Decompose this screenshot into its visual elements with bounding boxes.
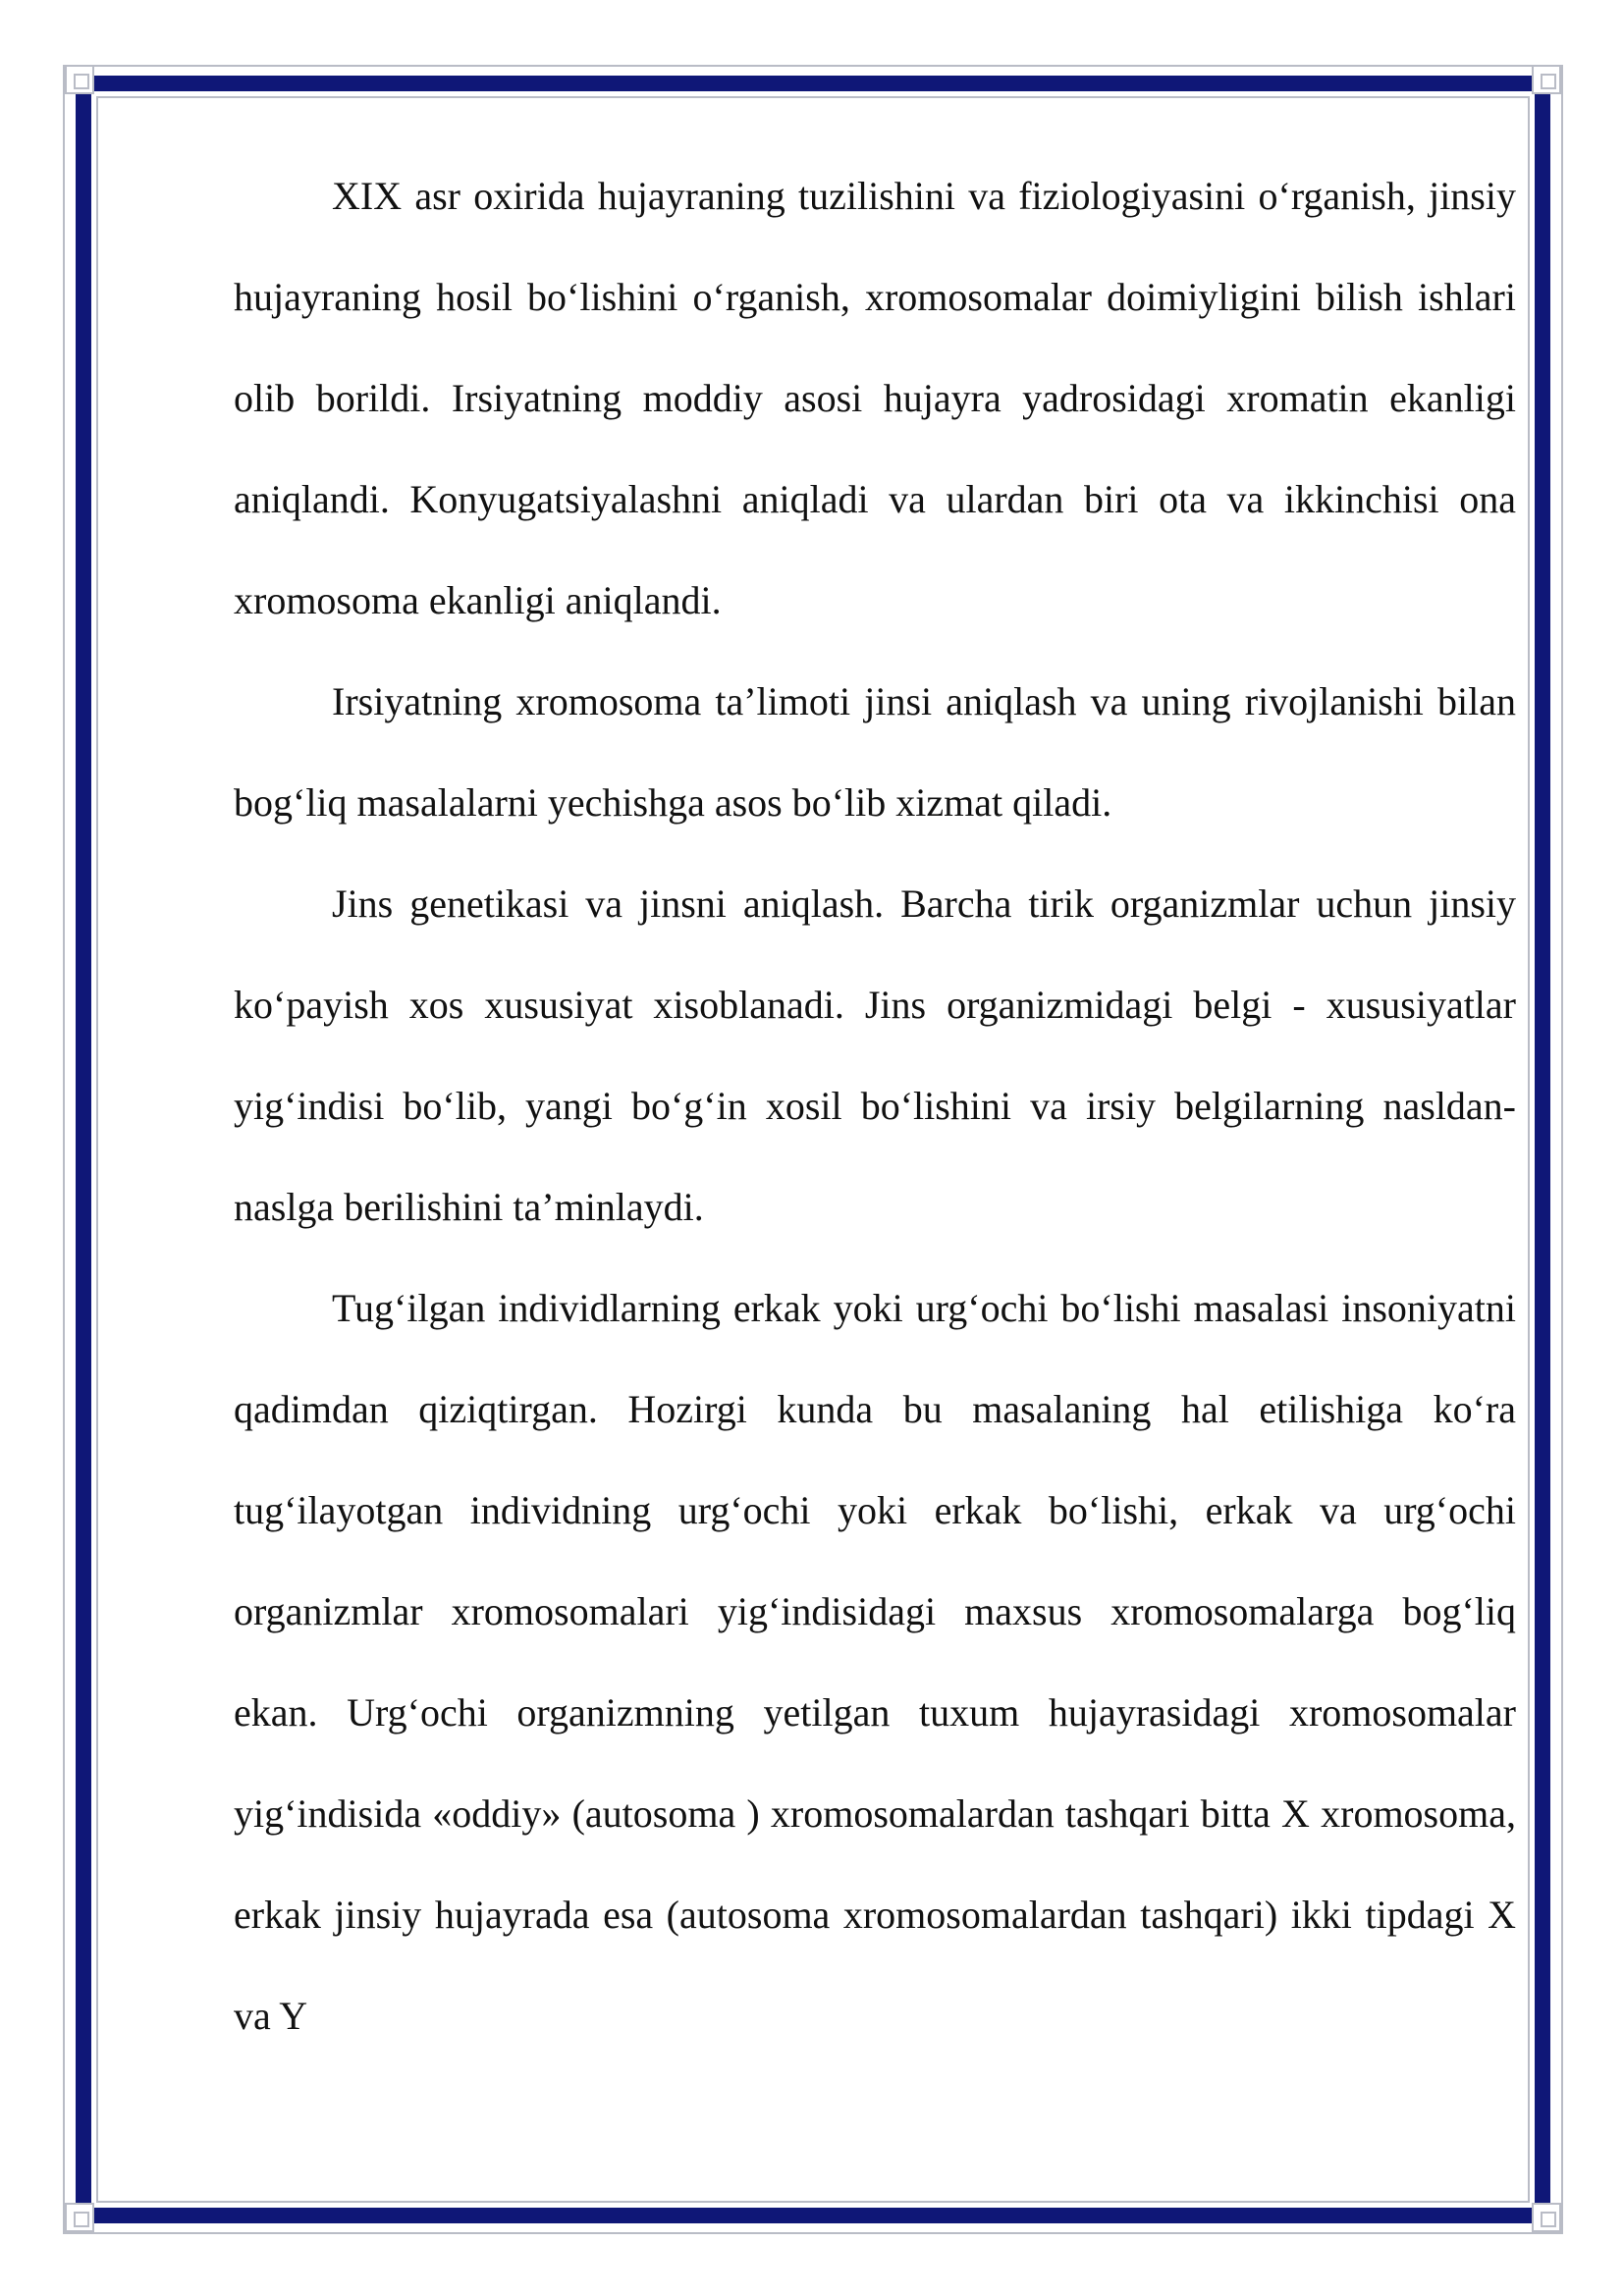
corner-ornament-bottom-right (1532, 2203, 1561, 2232)
corner-ornament-top-left (65, 65, 94, 94)
corner-ornament-top-right (1532, 65, 1561, 94)
paragraph-3: Jins genetikasi va jinsni aniqlash. Barcha tirik organizmlar uchun jinsiy ko‘payish xos xususiyat xisoblanadi. Jins organizmidagi belgi - xususiyatlar yig‘indisi bo‘lib, yangi bo‘g‘in xosil bo‘lishini va irsiy belgilarning nasldan-naslga berilishini ta’minlaydi. (234, 881, 1516, 1229)
paragraph-2: Irsiyatning xromosoma ta’limoti jinsi aniqlash va uning rivojlanishi bilan bog‘liq masalalarni yechishga asos bo‘lib xizmat qiladi. (234, 679, 1516, 825)
corner-ornament-bottom-left (65, 2203, 94, 2232)
paragraph-4: Tug‘ilgan individlarning erkak yoki urg‘ochi bo‘lishi masalasi insoniyatni qadimdan qiziqtirgan. Hozirgi kunda bu masalaning hal etilishiga ko‘ra tug‘ilayotgan individning urg‘ochi yoki erkak bo‘lishi, erkak va urg‘ochi organizmlar xromosomalari yig‘indisidagi maxsus xromosomalarga bog‘liq ekan. Urg‘ochi organizmning yetilgan tuxum hujayrasidagi xromosomalar yig‘indisida «oddiy» (autosoma ) xromosomalardan tashqari bitta X xromosoma, erkak jinsiy hujayrada esa (autosoma xromosomalardan tashqari) ikki tipdagi X va Y (234, 1286, 1516, 2038)
document-body (234, 145, 1516, 2066)
paragraph-1: XIX asr oxirida hujayraning tuzilishini va fiziologiyasini o‘rganish, jinsiy hujayraning hosil bo‘lishini o‘rganish, xromosomalar doimiyligini bilish ishlari olib borildi. Irsiyatning moddiy asosi hujayra yadrosidagi xromatin ekanligi aniqlandi. Konyugatsiyalashni aniqladi va ulardan biri ota va ikkinchisi ona xromosoma ekanligi aniqlandi. (234, 174, 1516, 622)
